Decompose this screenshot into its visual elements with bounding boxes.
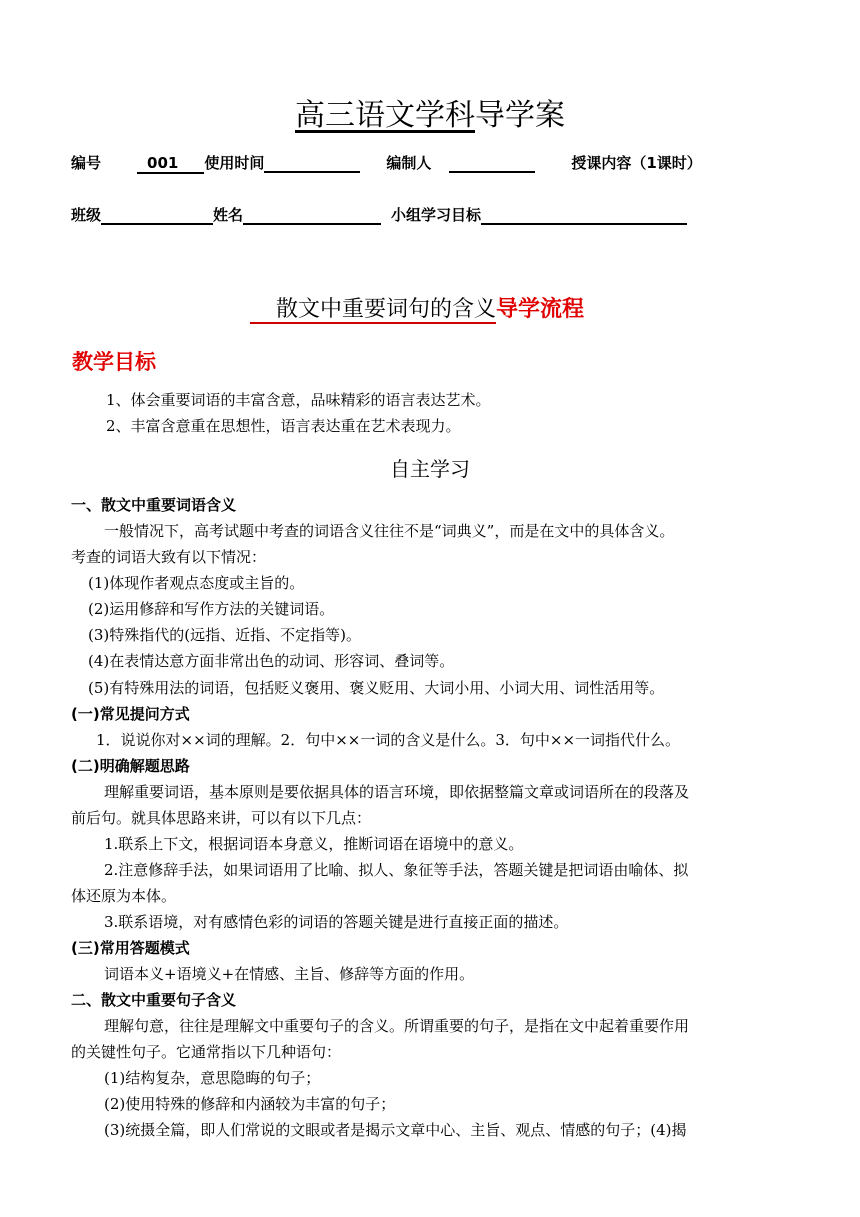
paragraph-line: 词语本义+语境义+在情感、主旨、修辞等方面的作用。 [104,965,475,983]
list-item: 3.联系语境，对有感情色彩的词语的答题关键是进行直接正面的描述。 [104,913,569,931]
paragraph-line: 1．说说你对××词的理解。2．句中××一词的含义是什么。3．句中××一词指代什么。 [96,731,681,749]
paragraph-line: 的关键性句子。它通常指以下几种语句： [71,1043,342,1061]
meta-row-1 [71,152,702,173]
paragraph-line: 考查的词语大致有以下情况： [71,548,267,566]
list-item: (2)运用修辞和写作方法的关键词语。 [88,600,335,618]
subsection-heading: (三)常用答题模式 [71,939,190,957]
teaching-goal-2: 2、丰富含意重在思想性，语言表达重在艺术表现力。 [106,417,461,435]
list-item: (4)在表情达意方面非常出色的动词、形容词、叠词等。 [88,652,455,670]
number-value[interactable]: 001 [137,154,204,174]
time-label: 使用时间 [204,154,265,172]
content-label: 授课内容（1课时） [571,154,702,172]
number-label: 编号 [71,154,102,172]
title-underlined-part: 高三语文学科 [295,98,475,133]
class-label: 班级 [71,206,102,224]
teaching-goal-1: 1、体会重要词语的丰富含意，品味精彩的语言表达艺术。 [106,391,491,409]
editor-blank[interactable] [449,154,535,173]
group-goal-label: 小组学习目标 [391,206,482,224]
list-item: (1)结构复杂，意思隐晦的句子； [104,1069,321,1087]
list-item: 2.注意修辞手法，如果词语用了比喻、拟人、象征等手法，答题关键是把词语由喻体、拟 [104,861,689,879]
name-blank[interactable] [243,206,381,225]
list-item: (3)统摄全篇，即人们常说的文眼或者是揭示文章中心、主旨、观点、情感的句子；(4)揭 [104,1121,687,1139]
title-rest-part: 导学案 [475,98,565,133]
list-item: (3)特殊指代的(远指、近指、不定指等)。 [88,626,361,644]
subsection-heading: (一)常见提问方式 [71,705,190,723]
class-blank[interactable] [101,206,213,225]
subsection-heading: (二)明确解题思路 [71,757,190,775]
paragraph-line: 理解句意，往往是理解文中重要句子的含义。所谓重要的句子，是指在文中起着重要作用 [104,1017,690,1035]
lesson-subtitle [250,292,584,323]
document-title [0,90,860,134]
list-item: (1)体现作者观点态度或主旨的。 [88,574,305,592]
editor-label: 编制人 [386,154,432,172]
section-heading-sentences: 二、散文中重要句子含义 [71,991,237,1009]
lesson-topic: 散文中重要词句的含义 [250,297,496,324]
paragraph-line: 前后句。就具体思路来讲，可以有以下几点： [71,809,372,827]
list-item: 1.联系上下文，根据词语本身意义，推断词语在语境中的意义。 [104,835,524,853]
lesson-flow-label: 导学流程 [496,297,585,322]
list-item: (5)有特殊用法的词语，包括贬义褒用、褒义贬用、大词小用、小词大用、词性活用等。 [88,679,665,697]
section-heading-words: 一、散文中重要词语含义 [71,496,237,514]
paragraph-line: 一般情况下，高考试题中考查的词语含义往往不是“词典义”，而是在文中的具体含义。 [104,522,675,540]
meta-row-2 [71,204,687,225]
group-goal-blank[interactable] [481,206,687,225]
teaching-goals-heading: 教学目标 [72,350,156,374]
self-study-heading: 自主学习 [390,457,470,481]
name-label: 姓名 [213,206,244,224]
paragraph-line: 理解重要词语，基本原则是要依据具体的语言环境，即依据整篇文章或词语所在的段落及 [104,783,690,801]
paragraph-line: 体还原为本体。 [71,887,177,905]
list-item: (2)使用特殊的修辞和内涵较为丰富的句子； [104,1095,396,1113]
time-blank[interactable] [264,154,360,173]
